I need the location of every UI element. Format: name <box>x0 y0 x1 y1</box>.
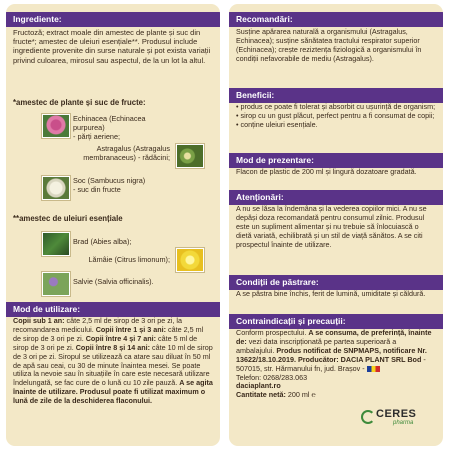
contra-header: Contraindicații și precauții: <box>229 314 443 329</box>
plant-echinacea <box>42 114 202 141</box>
benefit-item: • conține uleiuri esențiale. <box>236 119 318 129</box>
oil-line1: Lămâie (Citrus limonum); <box>88 255 170 264</box>
presentation-header: Mod de prezentare: <box>229 153 443 168</box>
plant-line1: Soc (Sambucus nigra) <box>73 176 146 185</box>
right-panel <box>229 4 443 446</box>
oil-line1: Brad (Abies alba); <box>73 237 132 246</box>
usage-text: Copii sub 1 an: câte 2,5 ml de sirop de 3 ori pe zi, la recomandarea medicului. Copii între 1 și 3 ani: câte 2,5 ml de sirop de 3 ori pe zi. Copii între 4 și 7 ani: câte 5 ml de sirop de 3 ori pe zi. Copii între 8 și 14 ani: câte 10 ml de sirop de 3 ori pe zi. Siropul se utilizează ca atare sau diluat în 50 ml de apă sau ceai, cu 30 de minute înaintea mesei. Se poate utiliza la nevoie sau în situațiile în care este necesară utilizare îndelungată, se fac cure de o lună cu 10 zile pauză. A se agita înainte de utilizare. Produsul poate fi utilizat maximum o lună de zile de la deschiderea flaconului. <box>13 316 213 406</box>
plant-astragalus <box>42 144 202 168</box>
storage-header: Condiții de păstrare: <box>229 275 443 290</box>
sage-photo <box>42 272 70 296</box>
presentation-text: Flacon de plastic de 200 ml și lingură dozatoare gradată. <box>236 167 417 176</box>
benefit-item: • sirop cu un gust plăcut, perfect pentru a fi consumat de copii; <box>236 110 435 120</box>
oil-line1: Salvie (Salvia officinalis). <box>73 277 154 286</box>
benefits-list <box>236 103 436 130</box>
plant-line1: Astragalus (Astragalus <box>96 144 170 153</box>
plant-line2: - suc din fructe <box>73 184 121 194</box>
brand-sub: pharma <box>393 420 414 426</box>
benefit-item: • produs ce poate fi tolerat și absorbit cu ușurință de organism; <box>236 102 436 111</box>
plant-line1: Echinacea (Echinacea purpurea) <box>73 114 146 132</box>
astragalus-photo <box>176 144 204 168</box>
ceres-mark-icon <box>361 410 375 424</box>
plants-heading: *amestec de plante și suc de fructe: <box>13 98 146 107</box>
storage-text: A se păstra bine închis, ferit de lumină, umiditate și căldură. <box>236 289 426 298</box>
recommend-text: Susține apărarea naturală a organismului (Astragalus, Echinacea); susține sănătatea tractului respirator superior (Echinacea); crește reziztența fiziologică a organismului în condiții nefavorabile de mediu (Astragalus). <box>236 27 422 63</box>
oil-lemon <box>42 248 202 272</box>
contra-text: Conform prospectului. A se consuma, de preferință, înainte de: vezi data inscripționată pe partea superioară a ambalajului. Produs notificat de SNPMAPS, notificare Nr. 13622/18.10.2019. Producător: DACIA PLANT SRL Bod - 507015, str. Hărmanului fn, jud. Brașov - Telefon: 0268/283.063 daciaplant.ro Cantitate netă: 200 ml ℮ <box>236 328 432 400</box>
plant-line2: membranaceus) - rădăcini; <box>83 152 170 162</box>
echinacea-photo <box>42 114 70 138</box>
usage-header: Mod de utilizare: <box>6 302 220 317</box>
benefits-header: Beneficii: <box>229 88 443 103</box>
ingredients-header: Ingrediente: <box>6 12 220 27</box>
lemon-photo <box>176 248 204 272</box>
warnings-header: Atenționări: <box>229 190 443 205</box>
ingredients-text: Fructoză; extract moale din amestec de plante și suc din fructe*; amestec de uleiuri esențiale**. Produsul include ingrediente provenite din surse naturale și pot exista variații privind culoarea, mirosul sau aspectul, de la un lot la altul. <box>13 28 211 65</box>
brand-name: CERES <box>376 408 417 420</box>
oils-heading: **amestec de uleiuri esențiale <box>13 214 123 223</box>
plant-line2: - părți aeriene; <box>73 131 121 141</box>
plant-soc <box>42 176 202 200</box>
romania-flag-icon <box>367 366 380 372</box>
recommend-header: Recomandări: <box>229 12 443 27</box>
oil-sage <box>42 272 202 296</box>
warnings-text: A nu se lăsa la îndemâna și la vederea copiilor mici. A nu se depăși doza recomandată pentru consumul zilnic. Produsul este un supliment alimentar și nu trebuie să înlocuiască o dietă variată, echilibrată și un stil de viață sănătos. A se citi prospectul înainte de utilizare. <box>236 204 427 249</box>
left-panel <box>6 4 220 446</box>
elder-photo <box>42 176 70 200</box>
